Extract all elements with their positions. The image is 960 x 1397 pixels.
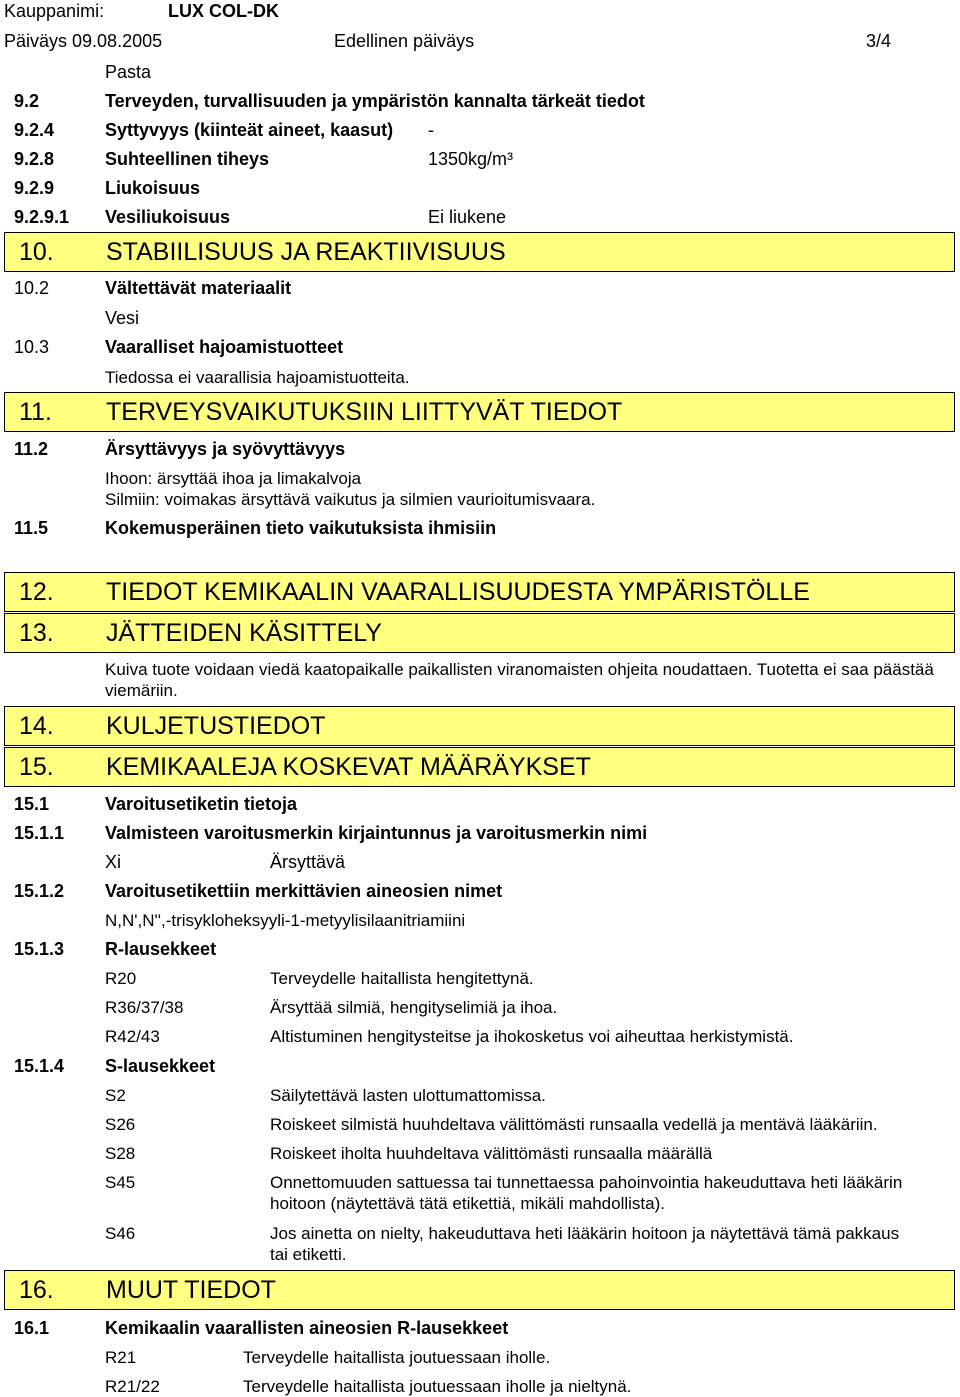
section-11-2-number: 11.2 — [14, 439, 49, 459]
section-9-2-4-title: Syttyvyys (kiinteät aineet, kaasut) — [105, 120, 394, 140]
page-number: 3/4 — [866, 31, 892, 51]
section-10-3-value: Tiedossa ei vaarallisia hajoamistuotteita. — [105, 368, 410, 387]
r-phrase-text: Ärsyttää silmiä, hengityselimiä ja ihoa. — [270, 998, 558, 1017]
merchant-value: LUX COL-DK — [168, 1, 279, 21]
section-9-2-4-value: - — [428, 120, 434, 140]
section-10-title: STABIILISUUS JA REAKTIIVISUUS — [106, 238, 506, 266]
section-11-5-title: Kokemusperäinen tieto vaikutuksista ihmisiin — [105, 518, 497, 538]
section-15-1-2-value: N,N',N'',-trisykloheksyyli-1-metyylisilaanitriamiini — [105, 911, 466, 930]
section-15-1-2-title: Varoitusetikettiin merkittävien aineosien nimet — [105, 881, 503, 901]
section-12-banner — [4, 572, 955, 612]
r-phrase-code: R36/37/38 — [105, 998, 184, 1017]
section-16-title: MUUT TIEDOT — [106, 1276, 276, 1304]
section-15-1-1-title: Valmisteen varoitusmerkin kirjaintunnus ja varoitusmerkin nimi — [105, 823, 648, 843]
section-12-title: TIEDOT KEMIKAALIN VAARALLISUUDESTA YMPÄRISTÖLLE — [106, 578, 810, 606]
section-15-1-3-title: R-lausekkeet — [105, 939, 217, 959]
r-phrase-text: Terveydelle haitallista hengitettynä. — [270, 969, 534, 988]
section-15-number: 15. — [19, 753, 54, 781]
s-phrase-text: Roiskeet iholta huuhdeltava välittömästi runsaalla määrällä — [270, 1144, 713, 1163]
r-phrase-code: R42/43 — [105, 1027, 160, 1046]
section-10-2-number: 10.2 — [14, 278, 50, 298]
r-phrase-code: R21/22 — [105, 1377, 160, 1396]
section-15-1-2-number: 15.1.2 — [14, 881, 65, 901]
section-14-banner — [4, 706, 955, 746]
section-11-5-number: 11.5 — [14, 518, 49, 538]
section-9-2-9-number: 9.2.9 — [14, 178, 55, 198]
section-16-number: 16. — [19, 1276, 54, 1304]
s-phrase-code: S45 — [105, 1173, 136, 1192]
section-14-title: KULJETUSTIEDOT — [106, 712, 326, 740]
hazard-symbol-name: Ärsyttävä — [270, 852, 346, 872]
section-15-1-title: Varoitusetiketin tietoja — [105, 794, 298, 814]
section-13-text: Kuiva tuote voidaan viedä kaatopaikalle paikallisten viranomaisten ohjeita noudattaen. Tuotetta ei saa päästää viemäriin. — [105, 660, 934, 700]
section-13-number: 13. — [19, 619, 54, 647]
s-phrase-text: Jos ainetta on nielty, hakeuduttava heti lääkärin hoitoon ja näytettävä tämä pakkaus tai etiketti. — [270, 1224, 900, 1264]
s-phrase-code: S28 — [105, 1144, 136, 1163]
section-9-2-title: Terveyden, turvallisuuden ja ympäristön kannalta tärkeät tiedot — [105, 91, 645, 111]
section-16-1-number: 16.1 — [14, 1318, 50, 1338]
section-11-title: TERVEYSVAIKUTUKSIIN LIITTYVÄT TIEDOT — [106, 398, 623, 426]
section-9-2-4-number: 9.2.4 — [14, 120, 55, 140]
r-phrase-text: Altistuminen hengitysteitse ja ihokosketus voi aiheuttaa herkistymistä. — [270, 1027, 794, 1046]
s-phrase-code: S46 — [105, 1224, 136, 1243]
section-9-2-9-1-title: Vesiliukoisuus — [105, 207, 231, 227]
s-phrase-code: S26 — [105, 1115, 136, 1134]
section-9-2-8-number: 9.2.8 — [14, 149, 55, 169]
section-10-2-title: Vältettävät materiaalit — [105, 278, 292, 298]
section-13-banner — [4, 613, 955, 653]
section-11-banner — [4, 392, 955, 432]
s-phrase-code: S2 — [105, 1086, 126, 1105]
section-14-number: 14. — [19, 712, 54, 740]
s-phrase-text: Onnettomuuden sattuessa tai tunnettaessa pahoinvointia hakeuduttava heti lääkärin hoitoon (näytettävä tätä etikettiä, mikäli mahdollista). — [270, 1173, 903, 1213]
merchant-label: Kauppanimi: — [4, 1, 105, 21]
r-phrase-code: R20 — [105, 969, 137, 988]
section-9-2-9-1-number: 9.2.9.1 — [14, 207, 70, 227]
section-15-1-4-number: 15.1.4 — [14, 1056, 65, 1076]
section-10-number: 10. — [19, 238, 54, 266]
section-15-1-3-number: 15.1.3 — [14, 939, 65, 959]
section-15-1-4-title: S-lausekkeet — [105, 1056, 216, 1076]
section-9-2-8-title: Suhteellinen tiheys — [105, 149, 270, 169]
r-phrase-code: R21 — [105, 1348, 137, 1367]
section-11-number: 11. — [19, 398, 52, 426]
section-15-1-1-number: 15.1.1 — [14, 823, 65, 843]
s-phrase-text: Roiskeet silmistä huuhdeltava välittömästi runsaalla vedellä ja mentävä lääkäriin. — [270, 1115, 878, 1134]
pasta-text: Pasta — [105, 62, 152, 82]
section-10-banner — [4, 232, 955, 272]
section-10-3-number: 10.3 — [14, 337, 50, 357]
section-16-1-title: Kemikaalin vaarallisten aineosien R-lausekkeet — [105, 1318, 509, 1338]
date-label: Päiväys 09.08.2005 — [4, 31, 163, 51]
section-15-banner — [4, 747, 955, 787]
section-10-3-title: Vaaralliset hajoamistuotteet — [105, 337, 344, 357]
hazard-symbol-code: Xi — [105, 852, 122, 872]
section-9-2-9-1-value: Ei liukene — [428, 207, 507, 227]
section-9-2-9-title: Liukoisuus — [105, 178, 201, 198]
section-11-2-line-2: Silmiin: voimakas ärsyttävä vaikutus ja silmien vaurioitumisvaara. — [105, 490, 596, 509]
r-phrase-text: Terveydelle haitallista joutuessaan iholle. — [243, 1348, 551, 1367]
previous-date-label: Edellinen päiväys — [334, 31, 475, 51]
section-9-2-number: 9.2 — [14, 91, 40, 111]
section-12-number: 12. — [19, 578, 54, 606]
s-phrase-text: Säilytettävä lasten ulottumattomissa. — [270, 1086, 546, 1105]
section-11-2-line-1: Ihoon: ärsyttää ihoa ja limakalvoja — [105, 469, 362, 488]
section-15-title: KEMIKAALEJA KOSKEVAT MÄÄRÄYKSET — [106, 753, 591, 781]
section-15-1-number: 15.1 — [14, 794, 50, 814]
section-13-title: JÄTTEIDEN KÄSITTELY — [106, 619, 382, 647]
section-10-2-value: Vesi — [105, 308, 140, 328]
section-11-2-title: Ärsyttävyys ja syövyttävyys — [105, 439, 346, 459]
r-phrase-text: Terveydelle haitallista joutuessaan iholle ja nieltynä. — [243, 1377, 632, 1396]
section-9-2-8-value: 1350kg/m³ — [428, 149, 514, 169]
section-16-banner — [4, 1270, 955, 1310]
